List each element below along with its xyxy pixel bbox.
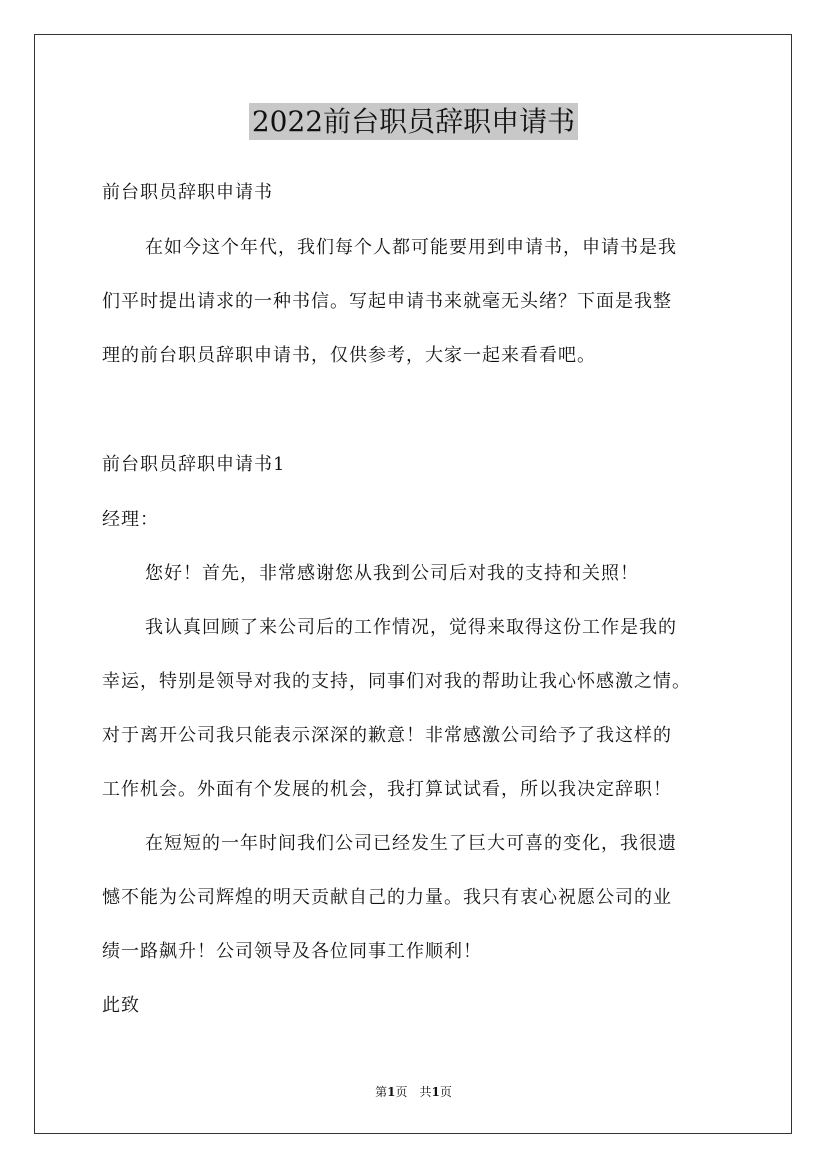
section-heading: 前台职员辞职申请书1: [102, 454, 286, 475]
footer-page-suffix: 页: [439, 1085, 452, 1099]
body-line: 您好！首先，非常感谢您从我到公司后对我的支持和关照！: [145, 563, 639, 584]
page-footer: [0, 1083, 827, 1101]
footer-page-total: 1: [431, 1085, 440, 1099]
document-title: [0, 100, 827, 144]
intro-line: 们平时提出请求的一种书信。写起申请书来就毫无头绪？下面是我整: [102, 291, 672, 312]
intro-line: 理的前台职员辞职申请书，仅供参考，大家一起来看看吧。: [102, 345, 596, 366]
footer-page-number: 1: [387, 1085, 396, 1099]
body-line: 工作机会。外面有个发展的机会，我打算试试看，所以我决定辞职！: [102, 779, 672, 800]
footer-page-prefix: 第: [375, 1085, 388, 1099]
body-line: 我认真回顾了来公司后的工作情况，觉得来取得这份工作是我的: [145, 617, 677, 638]
salutation: 经理：: [102, 509, 159, 530]
document-subtitle: 前台职员辞职申请书: [102, 182, 273, 203]
body-line: 绩一路飙升！公司领导及各位同事工作顺利！: [102, 941, 482, 962]
body-line: 幸运，特别是领导对我的支持，同事们对我的帮助让我心怀感激之情。: [102, 671, 691, 692]
body-line: 在短短的一年时间我们公司已经发生了巨大可喜的变化，我很遗: [145, 833, 677, 854]
footer-page-mid: 页 共: [395, 1085, 432, 1099]
intro-line: 在如今这个年代，我们每个人都可能要用到申请书，申请书是我: [145, 237, 677, 258]
document-title-text: 2022前台职员辞职申请书: [249, 103, 578, 140]
body-line: 憾不能为公司辉煌的明天贡献自己的力量。我只有衷心祝愿公司的业: [102, 887, 672, 908]
closing: 此致: [102, 995, 140, 1016]
body-line: 对于离开公司我只能表示深深的歉意！非常感激公司给予了我这样的: [102, 725, 672, 746]
